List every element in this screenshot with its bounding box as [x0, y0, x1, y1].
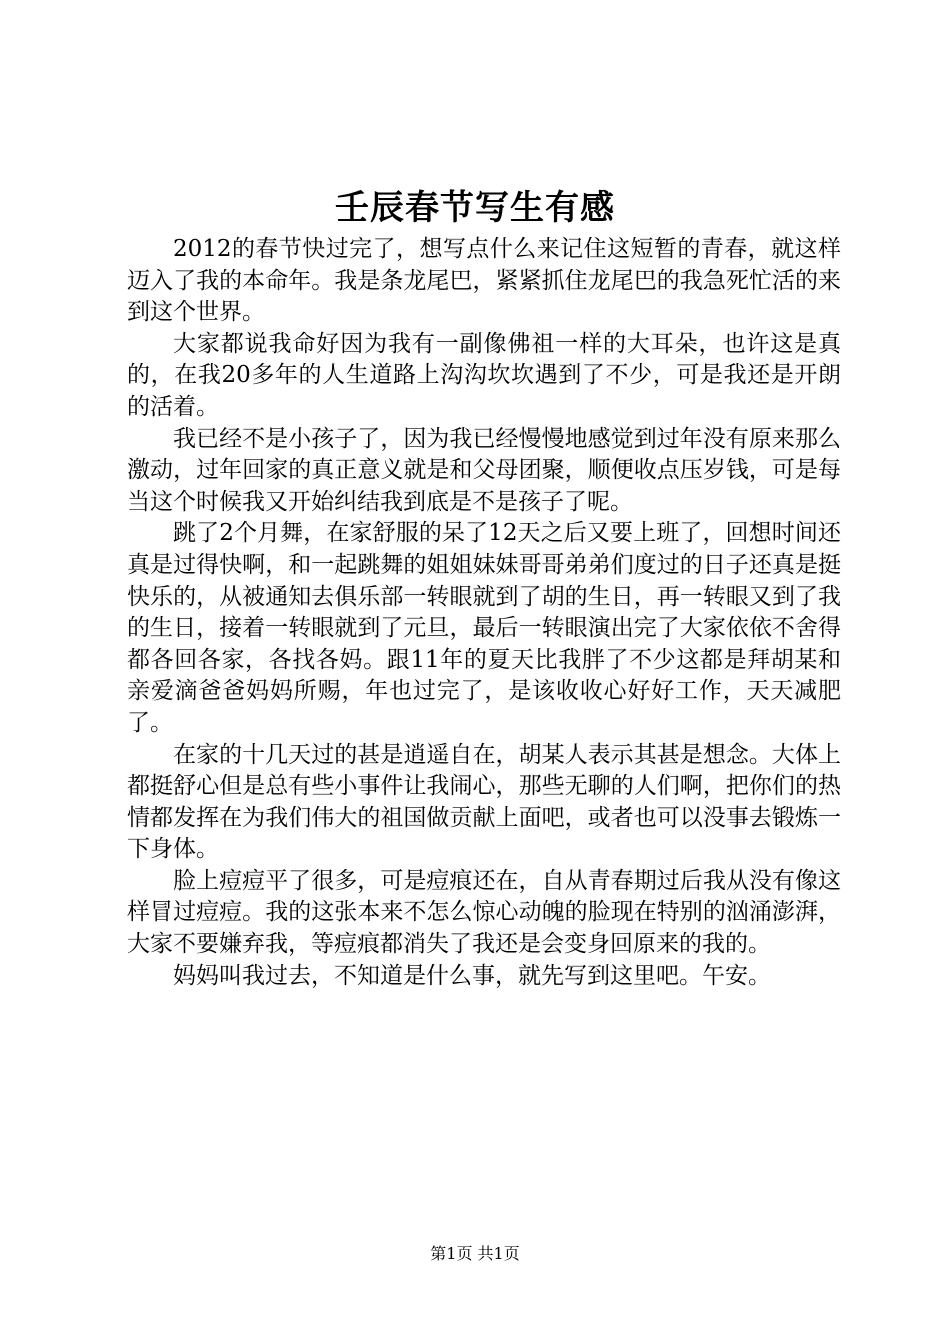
paragraph-3: 我已经不是小孩子了，因为我已经慢慢地感觉到过年没有原来那么激动，过年回家的真正意义就是和父母团聚，顺便收点压岁钱，可是每当这个时候我又开始纠结我到底是不是孩子了呢。	[127, 425, 841, 515]
paragraph-5: 在家的十几天过的甚是逍遥自在，胡某人表示其甚是想念。大体上都挺舒心但是总有些小事件让我闹心，那些无聊的人们啊，把你们的热情都发挥在为我们伟大的祖国做贡献上面吧，或者也可以没事去锻炼一下身体。	[127, 741, 841, 863]
document-body	[127, 234, 841, 992]
paragraph-4: 跳了2个月舞，在家舒服的呆了12天之后又要上班了，回想时间还真是过得快啊，和一起跳舞的姐姐妹妹哥哥弟弟们度过的日子还真是挺快乐的，从被通知去俱乐部一转眼就到了胡的生日，再一转眼又到了我的生日，接着一转眼就到了元旦，最后一转眼演出完了大家依依不舍得都各回各家，各找各妈。跟11年的夏天比我胖了不少这都是拜胡某和亲爱滴爸爸妈妈所赐，年也过完了，是该收收心好好工作，天天减肥了。	[127, 520, 841, 736]
paragraph-6: 脸上痘痘平了很多，可是痘痕还在，自从青春期过后我从没有像这样冒过痘痘。我的这张本来不怎么惊心动魄的脸现在特别的汹涌澎湃，大家不要嫌弃我，等痘痕都消失了我还是会变身回原来的我的。	[127, 867, 841, 958]
document-title: 壬辰春节写生有感	[335, 188, 615, 228]
page-number-footer: 第1页 共1页	[430, 1244, 520, 1263]
paragraph-2: 大家都说我命好因为我有一副像佛祖一样的大耳朵，也许这是真的，在我20多年的人生道路上沟沟坎坎遇到了不少，可是我还是开朗的活着。	[127, 330, 841, 420]
paragraph-1: 2012的春节快过完了，想写点什么来记住这短暂的青春，就这样迈入了我的本命年。我是条龙尾巴，紧紧抓住龙尾巴的我急死忙活的来到这个世界。	[127, 236, 841, 326]
paragraph-7: 妈妈叫我过去，不知道是什么事，就先写到这里吧。午安。	[173, 962, 771, 989]
